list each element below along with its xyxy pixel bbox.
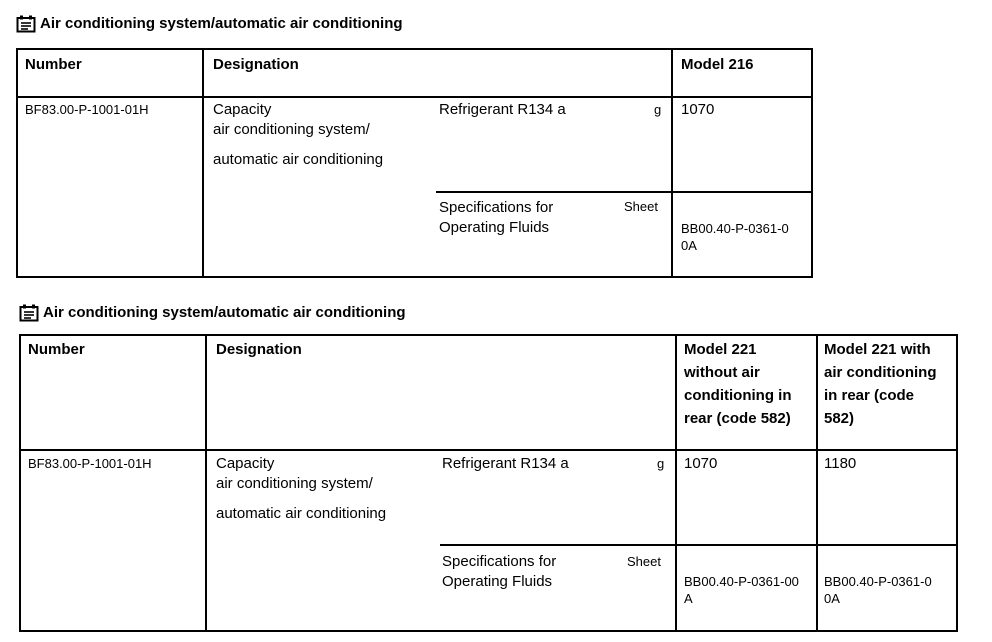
header-designation: Designation xyxy=(213,56,299,73)
section-2-title xyxy=(19,304,406,322)
specifications-sheet-model-221-with-rear-ac: BB00.40-P-0361-0 0A xyxy=(824,574,932,606)
document-icon xyxy=(19,304,39,322)
header-number: Number xyxy=(28,341,85,358)
refrigerant-unit: g xyxy=(657,456,665,471)
designation-line-3: automatic air conditioning xyxy=(213,151,384,168)
row-number: BF83.00-P-1001-01H xyxy=(25,102,149,117)
specifications-unit: Sheet xyxy=(627,554,661,569)
row-number: BF83.00-P-1001-01H xyxy=(28,456,152,471)
refrigerant-value-model-216: 1070 xyxy=(681,101,715,118)
document-icon xyxy=(16,15,36,33)
specifications-label: Specifications for Operating Fluids xyxy=(439,199,554,236)
refrigerant-value-model-221-without-rear-ac: 1070 xyxy=(684,455,718,472)
designation-line-1: Capacity xyxy=(213,101,272,118)
header-model-221-with-rear-ac: Model 221 with air conditioning in rear (code 582) xyxy=(824,341,937,427)
refrigerant-value-model-221-with-rear-ac: 1180 xyxy=(824,455,857,472)
designation-line-2: air conditioning system/ xyxy=(216,475,373,492)
designation-line-1: Capacity xyxy=(216,455,275,472)
designation-line-2: air conditioning system/ xyxy=(213,121,370,138)
designation-line-3: automatic air conditioning xyxy=(216,505,387,522)
specifications-sheet-model-221-without-rear-ac: BB00.40-P-0361-00 A xyxy=(684,574,799,606)
spec-table-model-221 xyxy=(19,334,958,632)
header-designation: Designation xyxy=(216,341,302,358)
refrigerant-label: Refrigerant R134 a xyxy=(439,101,566,118)
header-model-221-without-rear-ac: Model 221 without air conditioning in rear (code 582) xyxy=(684,341,792,427)
refrigerant-unit: g xyxy=(654,102,662,117)
specifications-unit: Sheet xyxy=(624,199,658,214)
specifications-label: Specifications for Operating Fluids xyxy=(442,553,557,590)
header-model-216: Model 216 xyxy=(681,56,754,73)
section-title-text: Air conditioning system/automatic air conditioning xyxy=(40,15,403,32)
header-number: Number xyxy=(25,56,82,73)
section-title-text: Air conditioning system/automatic air conditioning xyxy=(43,304,406,321)
specifications-sheet-model-216: BB00.40-P-0361-0 0A xyxy=(681,221,789,253)
spec-table-model-216 xyxy=(16,48,813,278)
section-1-title xyxy=(16,15,403,33)
refrigerant-label: Refrigerant R134 a xyxy=(442,455,569,472)
